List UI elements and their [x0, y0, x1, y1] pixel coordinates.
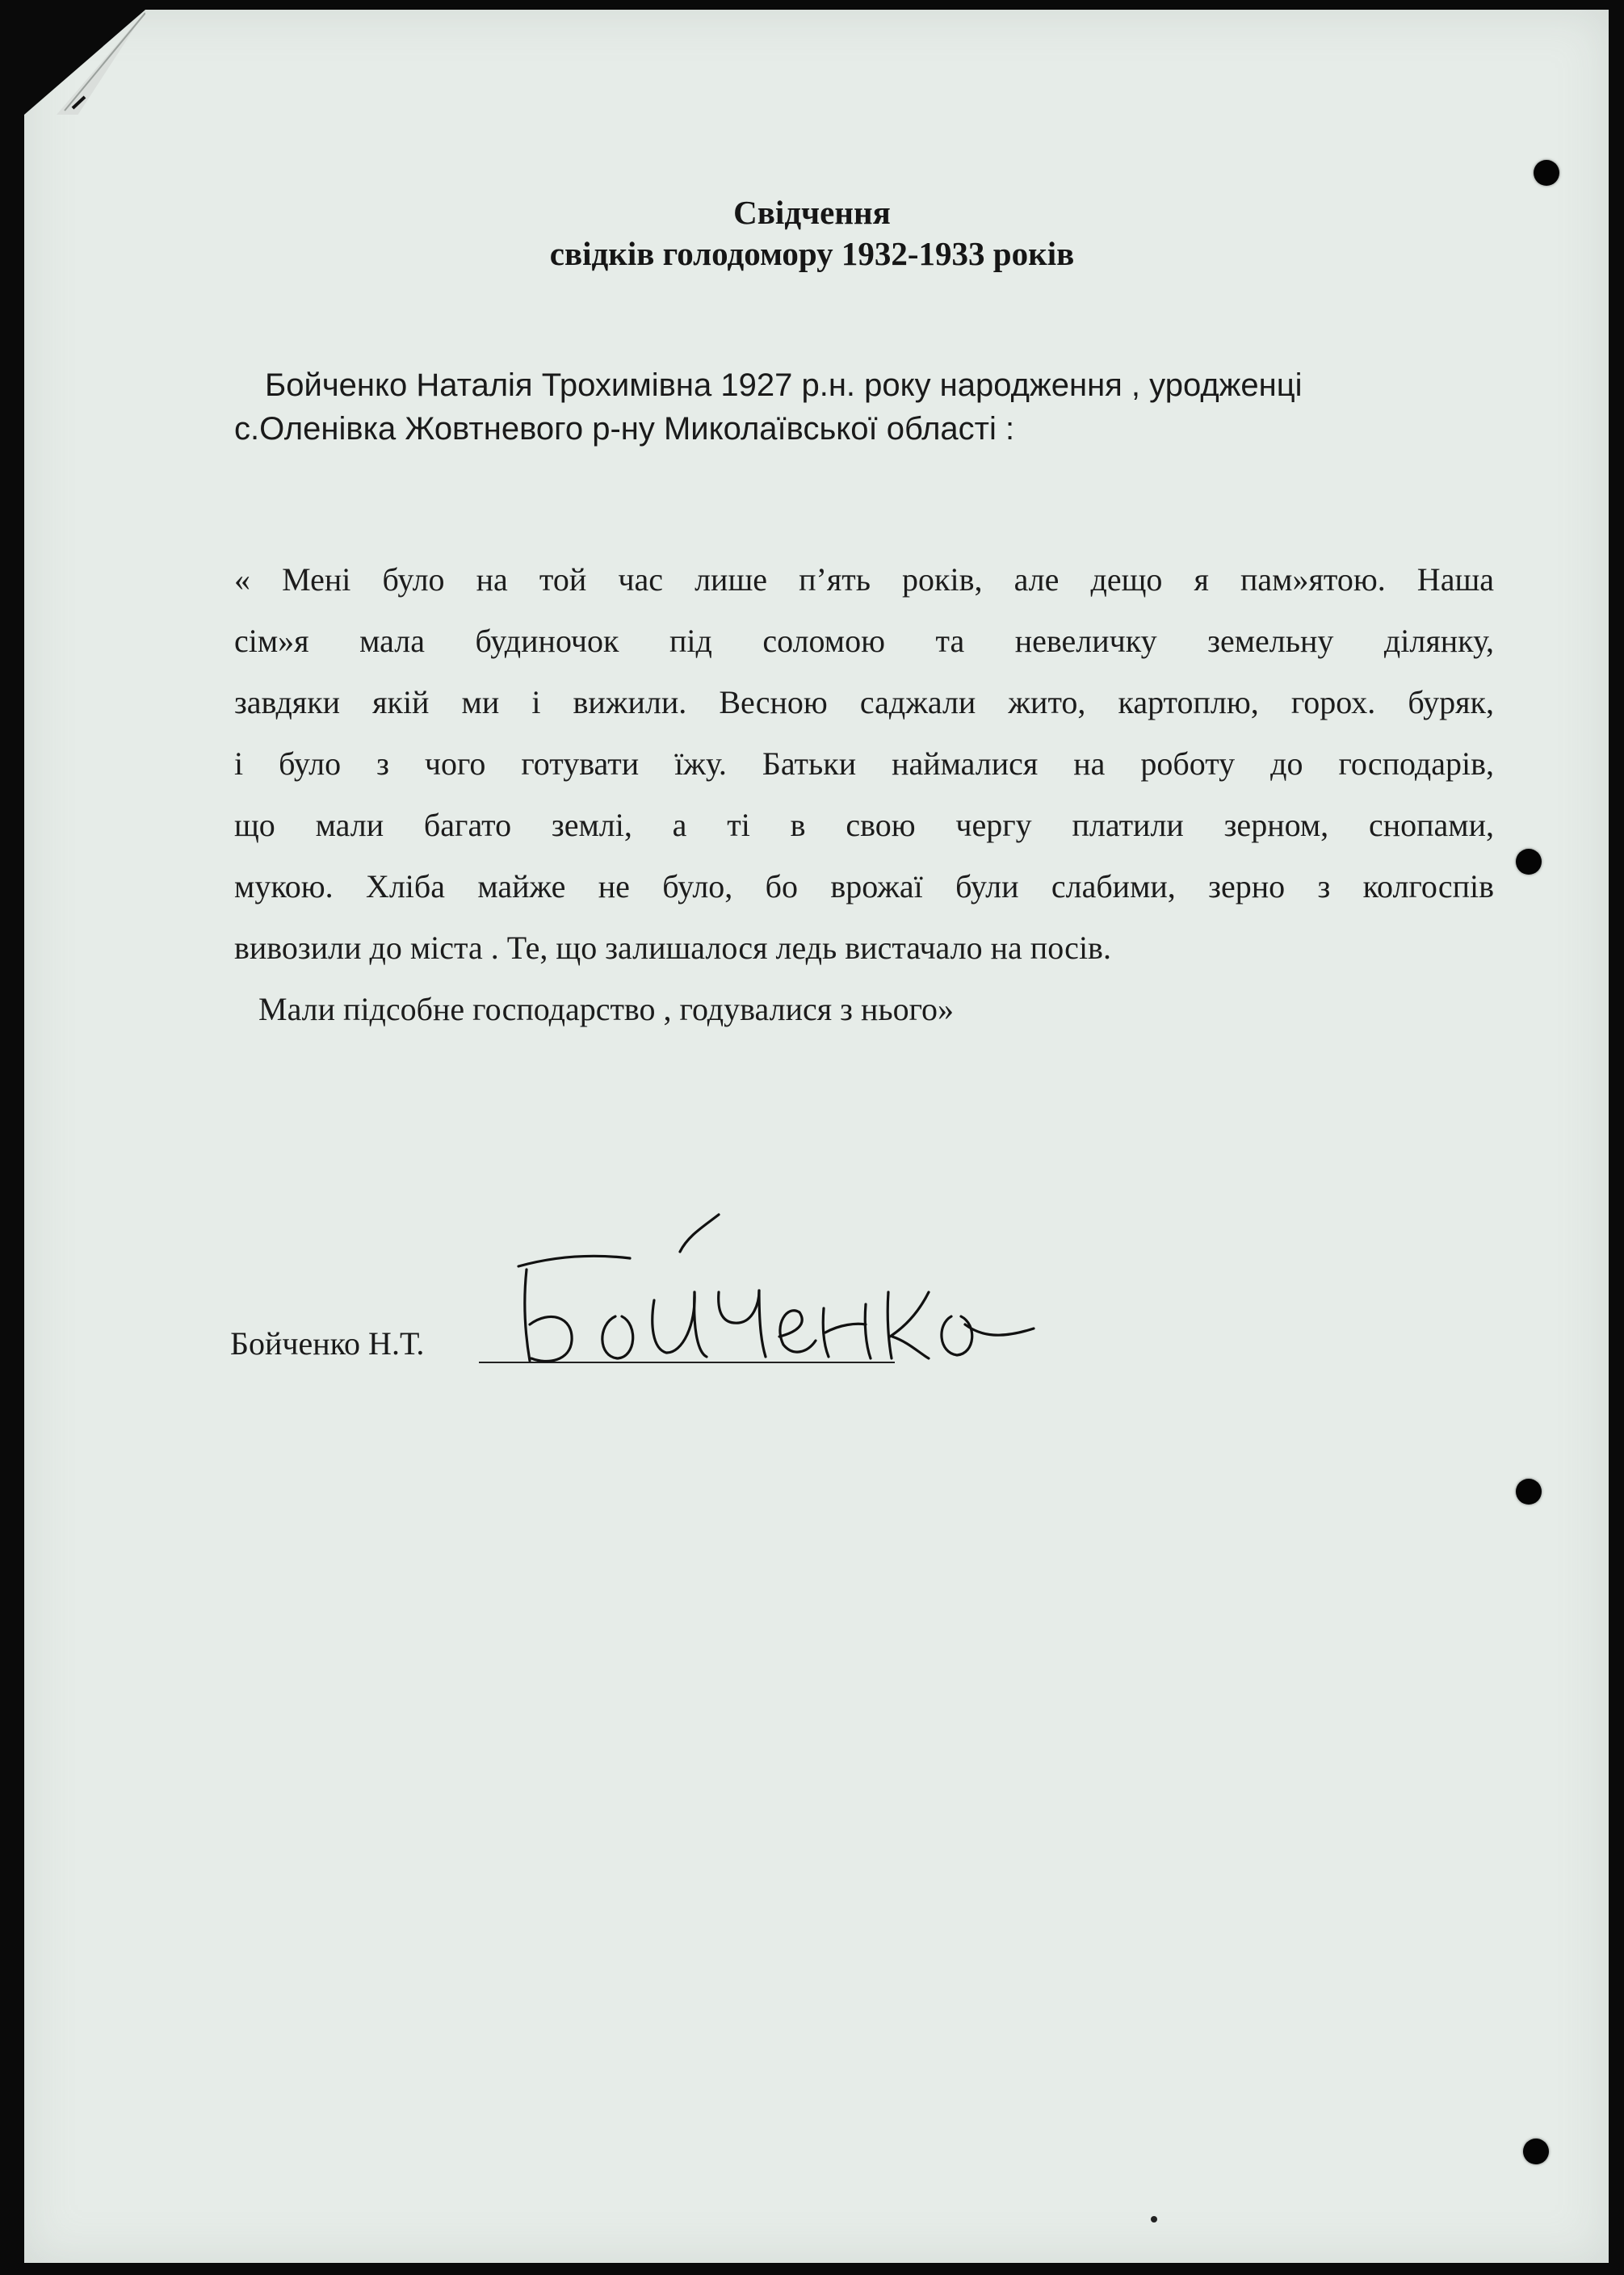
testimony-line: завдяки якій ми і вижили. Весною саджали жито, картоплю, горох. буряк,	[234, 684, 1494, 720]
handwritten-signature	[476, 1203, 1042, 1389]
punch-hole-4	[1523, 2139, 1549, 2164]
signature-label: Бойченко Н.Т.	[230, 1325, 425, 1362]
punch-hole-2	[1516, 849, 1542, 875]
intro-line-2: с.Оленівка Жовтневого р-ну Миколаївської області :	[234, 411, 1015, 447]
folded-corner	[24, 10, 145, 115]
testimony-line: вивозили до міста . Те, що залишалося ледь вистачало на посів.	[234, 930, 1111, 966]
testimony-line: сім»я мала будиночок під соломою та невеличку земельну ділянку,	[234, 623, 1494, 659]
testimony-text	[234, 549, 1494, 1040]
title-line-1: Свідчення	[733, 194, 891, 231]
testimony-line: Мали підсобне господарство , годувалися з нього»	[258, 991, 954, 1027]
testimony-line: « Мені було на той час лише п’ять років, але дещо я пам»ятою. Наша	[234, 561, 1494, 598]
testimony-line: мукою. Хліба майже не було, бо врожаї були слабими, зерно з колгоспів	[234, 868, 1494, 905]
intro-line-1: Бойченко Наталія Трохимівна 1927 р.н. року народження , уродженці	[265, 367, 1303, 403]
intro-paragraph	[234, 363, 1526, 451]
paper-speck	[1151, 2216, 1157, 2223]
punch-hole-1	[1534, 160, 1559, 186]
paper-sheet	[24, 10, 1609, 2263]
testimony-line: що мали багато землі, а ті в свою чергу платили зерном, снопами,	[234, 807, 1494, 843]
testimony-line: і було з чого готувати їжу. Батьки наймалися на роботу до господарів,	[234, 745, 1494, 782]
title-line-2: свідків голодомору 1932-1933 років	[549, 235, 1075, 273]
document-title	[0, 192, 1624, 275]
punch-hole-3	[1516, 1479, 1542, 1505]
